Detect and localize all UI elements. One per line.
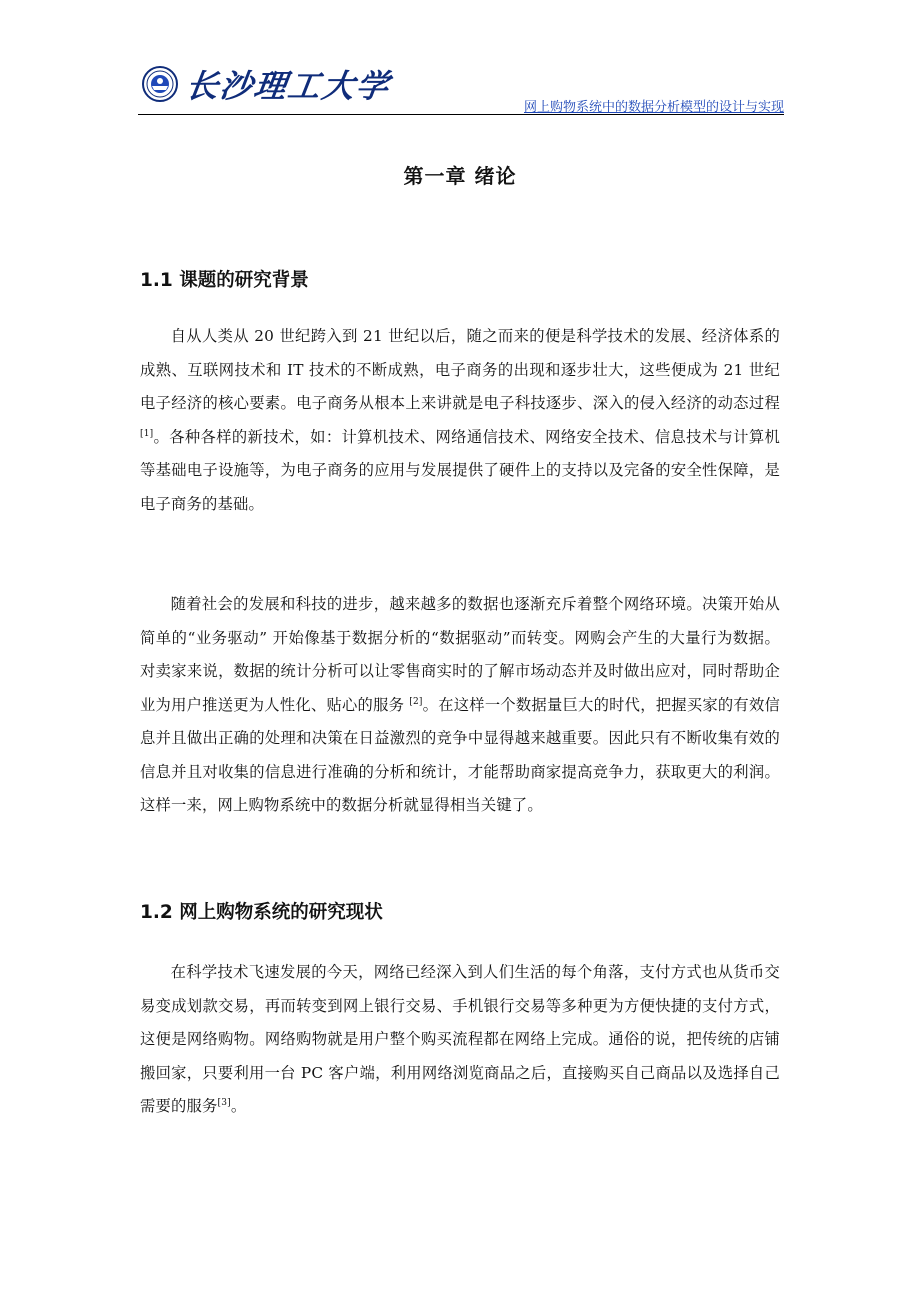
university-seal-icon xyxy=(142,66,178,102)
header-divider xyxy=(138,114,784,115)
section-title: 1.1 课题的研究背景 xyxy=(140,270,309,291)
paragraph: 自从人类从 20 世纪跨入到 21 世纪以后，随之而来的便是科学技术的发展、经济体系的成熟、互联网技术和 IT 技术的不断成熟，电子商务的出现和逐步壮大，这些便成为 21 世纪电子经济的核心要素。电子商务从根本上来讲就是电子科技逐步、深入的侵入经济的动态过程 [1]。各种各样的新技术，如：计算机技术、网络通信技术、网络安全技术、信息技术与计算机等基础电子设施等，为电子商务的应用与发展提供了硬件上的支持以及完备的安全性保障，是电子商务的基础。 xyxy=(140,327,780,513)
paragraph: 随着社会的发展和科技的进步，越来越多的数据也逐渐充斥着整个网络环境。决策开始从简单的“业务驱动” 开始像基于数据分析的“数据驱动”而转变。网购会产生的大量行为数据。对卖家来说，数据的统计分析可以让零售商实时的了解市场动态并及时做出应对，同时帮助企业为用户推送更为人性化、贴心的服务 [2]。在这样一个数据量巨大的时代，把握买家的有效信息并且做出正确的处理和决策在日益激烈的竞争中显得越来越重要。因此只有不断收集有效的信息并且对收集的信息进行准确的分析和统计，才能帮助商家提高竞争力，获取更大的利润。这样一来，网上购物系统中的数据分析就显得相当关键了。 xyxy=(140,595,781,814)
paragraph: 在科学技术飞速发展的今天，网络已经深入到人们生活的每个角落，支付方式也从货币交易变成划款交易，再而转变到网上银行交易、手机银行交易等多种更为方便快捷的支付方式，这便是网络购物。网络购物就是用户整个购买流程都在网络上完成。通俗的说，把传统的店铺搬回家，只要利用一台 PC 客户端，利用网络浏览商品之后，直接购买自己商品以及选择自己需要的服务[3]。 xyxy=(140,963,780,1115)
chapter-title: 第一章 绪论 xyxy=(403,164,517,188)
citation-ref: [3] xyxy=(217,1097,231,1108)
section-title: 1.2 网上购物系统的研究现状 xyxy=(140,902,383,923)
page-header xyxy=(138,60,784,116)
header-document-title: 网上购物系统中的数据分析模型的设计与实现 xyxy=(523,100,784,115)
citation-ref: [2] xyxy=(409,696,423,707)
university-logo-text: 长沙理工大学 xyxy=(183,67,393,105)
citation-ref: [1] xyxy=(140,428,154,439)
page-content xyxy=(140,150,781,1115)
